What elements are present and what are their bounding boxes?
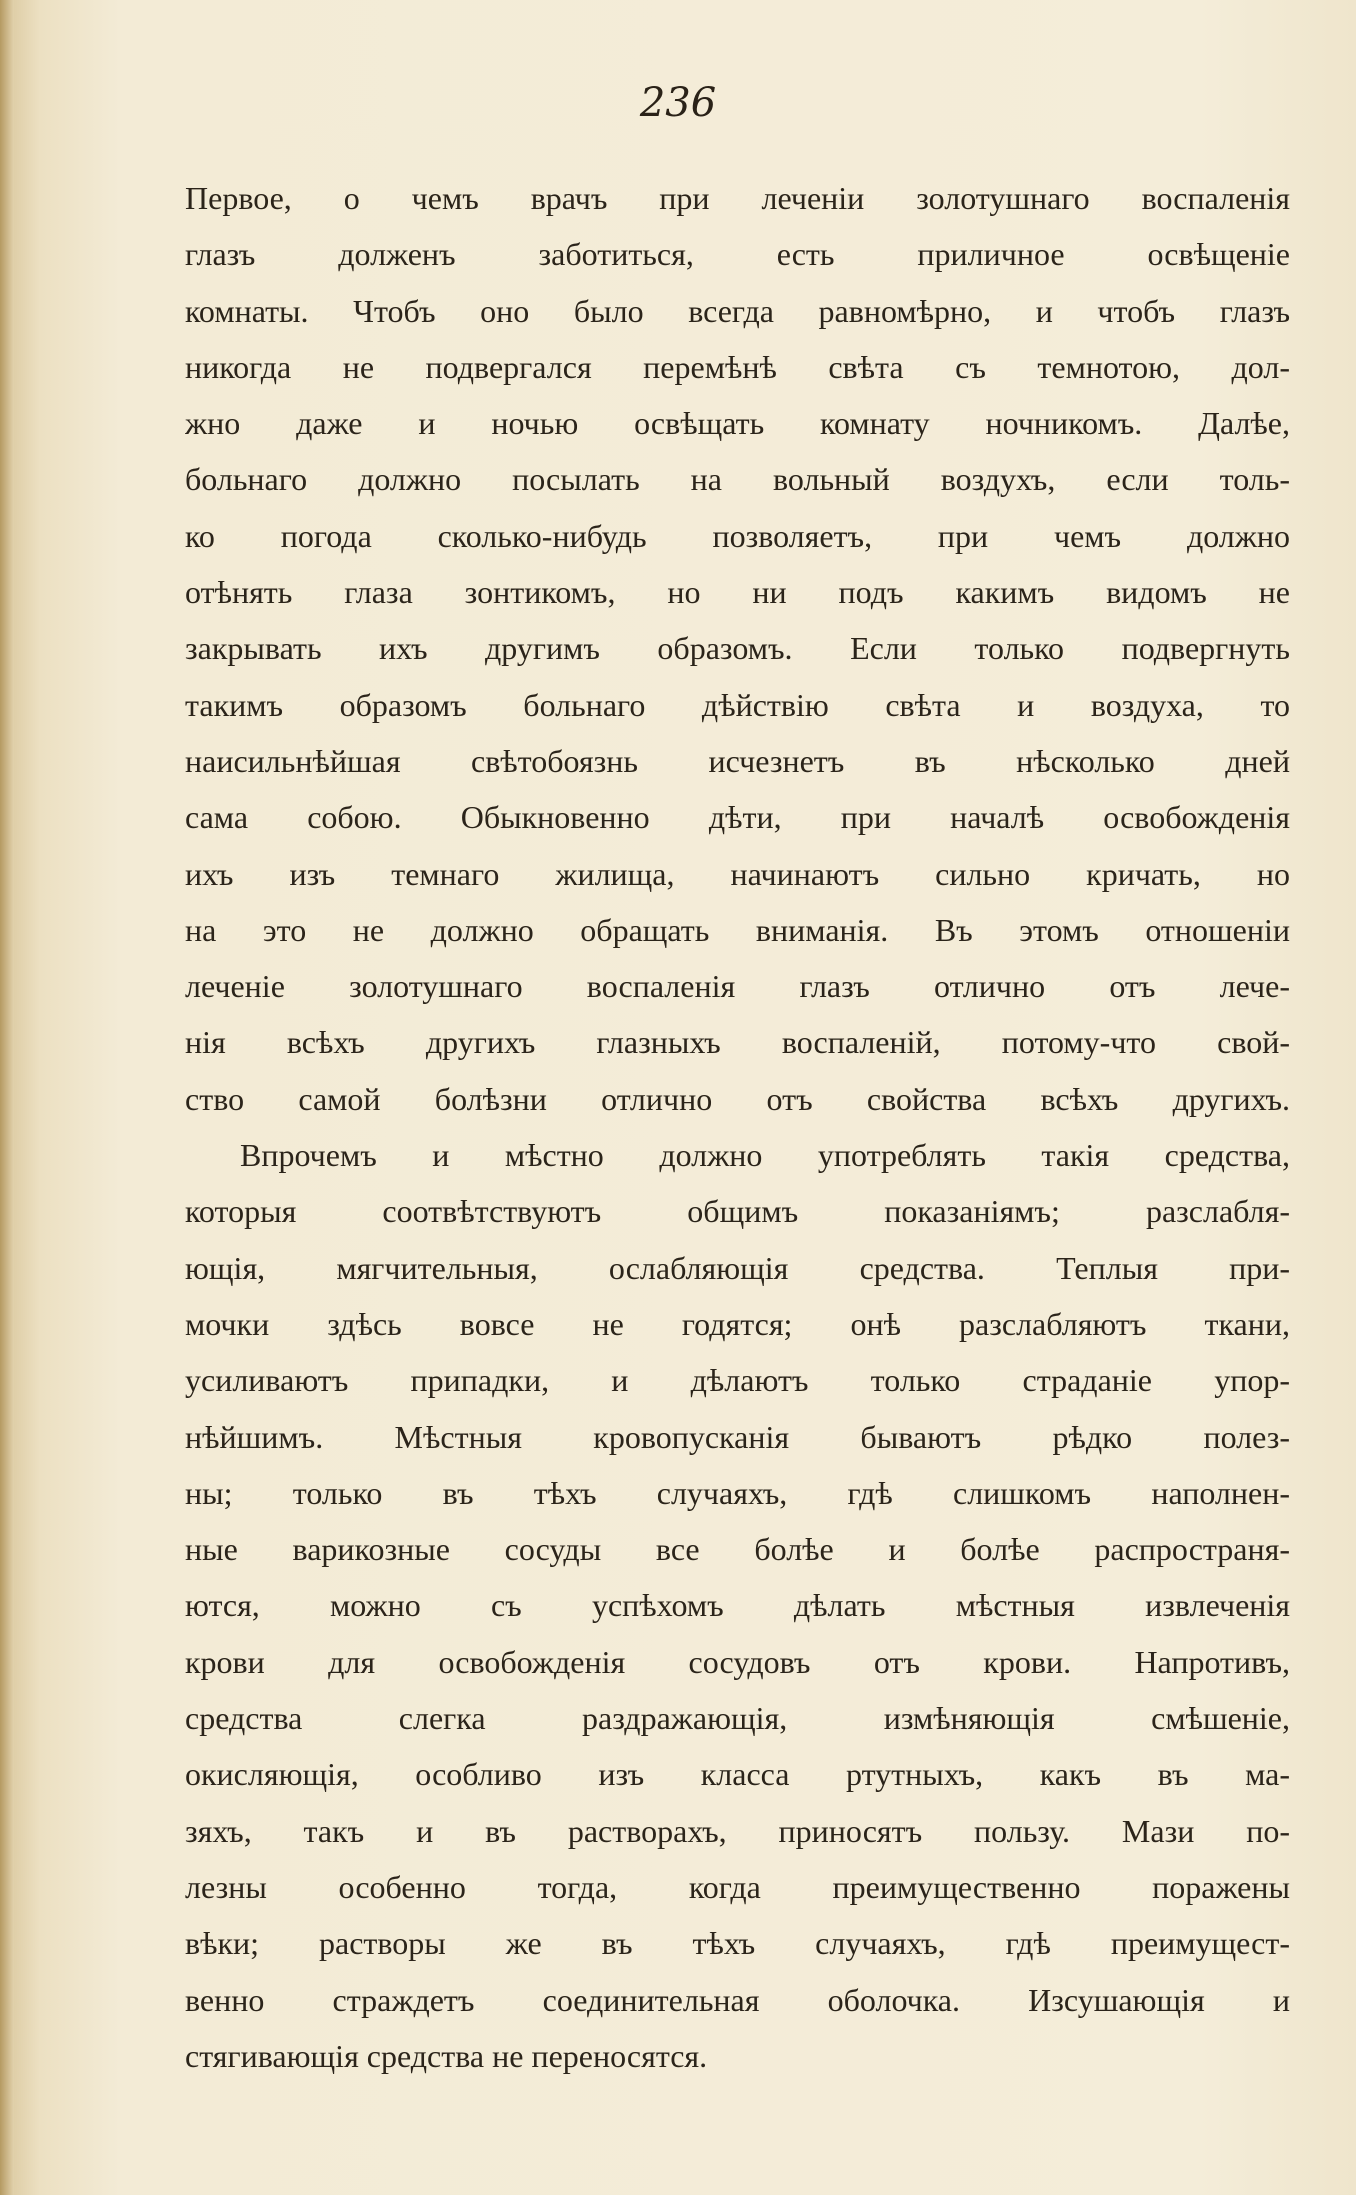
text-line: на это не должно обращать вниманія. Въ этомъ отношеніи <box>185 911 1290 948</box>
text-line: наисильнѣйшая свѣтобоязнь исчезнетъ въ нѣсколько дней <box>185 742 1290 779</box>
text-line: ство самой болѣзни отлично отъ свойства всѣхъ другихъ. <box>185 1080 1290 1117</box>
text-line: ющія, мягчительныя, ослабляющія средства. Теплыя при- <box>185 1249 1290 1286</box>
text-line: стягивающія средства не переносятся. <box>185 2037 708 2074</box>
text-line: которыя соотвѣтствуютъ общимъ показаніямъ; разслабля- <box>185 1193 1290 1230</box>
text-line: ются, можно съ успѣхомъ дѣлать мѣстныя извлеченія <box>185 1587 1290 1624</box>
text-line: венно страждетъ соединительная оболочка. Изсушающія и <box>185 1981 1290 2018</box>
text-line: окисляющія, особливо изъ класса ртутныхъ, какъ въ ма- <box>185 1756 1290 1793</box>
text-line: ны; только въ тѣхъ случаяхъ, гдѣ слишкомъ наполнен- <box>185 1474 1290 1511</box>
text-line: нѣйшимъ. Мѣстныя кровопусканія бываютъ рѣдко полез- <box>185 1418 1290 1455</box>
page-number: 236 <box>639 80 717 126</box>
text-line: усиливаютъ припадки, и дѣлаютъ только страданіе упор- <box>185 1362 1290 1399</box>
text-line: мочки здѣсь вовсе не годятся; онѣ разслабляютъ ткани, <box>185 1305 1290 1342</box>
text-line: ные варикозные сосуды все болѣе и болѣе распространя- <box>185 1531 1290 1568</box>
text-line: средства слегка раздражающія, измѣняющія смѣшеніе, <box>185 1700 1290 1737</box>
text-line: зяхъ, такъ и въ растворахъ, приносятъ пользу. Мази по- <box>185 1812 1290 1849</box>
text-line: нія всѣхъ другихъ глазныхъ воспаленій, потому-что свой- <box>185 1024 1290 1061</box>
text-line: комнаты. Чтобъ оно было всегда равномѣрно, и чтобъ глазъ <box>185 292 1290 329</box>
page-edge <box>0 0 14 2195</box>
text-line: ко погода сколько-нибудь позволяетъ, при чемъ должно <box>185 517 1290 554</box>
text-line: ихъ изъ темнаго жилища, начинаютъ сильно кричать, но <box>185 855 1290 892</box>
text-line: закрывать ихъ другимъ образомъ. Если только подвергнуть <box>185 630 1290 667</box>
paragraph-first-line: Впрочемъ и мѣстно должно употреблять такія средства, <box>240 1137 1290 1174</box>
text-line: лезны особенно тогда, когда преимущественно поражены <box>185 1868 1290 1905</box>
text-line: никогда не подвергался перемѣнѣ свѣта съ темнотою, дол- <box>185 348 1290 385</box>
text-line: Первое, о чемъ врачъ при леченіи золотушнаго воспаленія <box>185 180 1290 216</box>
text-line: сама собою. Обыкновенно дѣти, при началѣ освобожденія <box>185 799 1290 836</box>
text-line: жно даже и ночью освѣщать комнату ночникомъ. Далѣе, <box>185 405 1290 442</box>
text-line: больнаго должно посылать на вольный воздухъ, если толь- <box>185 461 1290 498</box>
text-line: леченіе золотушнаго воспаленія глазъ отлично отъ лече- <box>185 968 1290 1005</box>
text-line: отѣнять глаза зонтикомъ, но ни подъ какимъ видомъ не <box>185 574 1290 611</box>
body-text <box>185 170 1290 2084</box>
text-line: крови для освобожденія сосудовъ отъ крови. Напротивъ, <box>185 1643 1290 1680</box>
text-line: такимъ образомъ больнаго дѣйствію свѣта и воздуха, то <box>185 686 1290 723</box>
text-line: вѣки; растворы же въ тѣхъ случаяхъ, гдѣ преимущест- <box>185 1925 1290 1962</box>
text-line: глазъ долженъ заботиться, есть приличное освѣщеніе <box>185 236 1290 273</box>
